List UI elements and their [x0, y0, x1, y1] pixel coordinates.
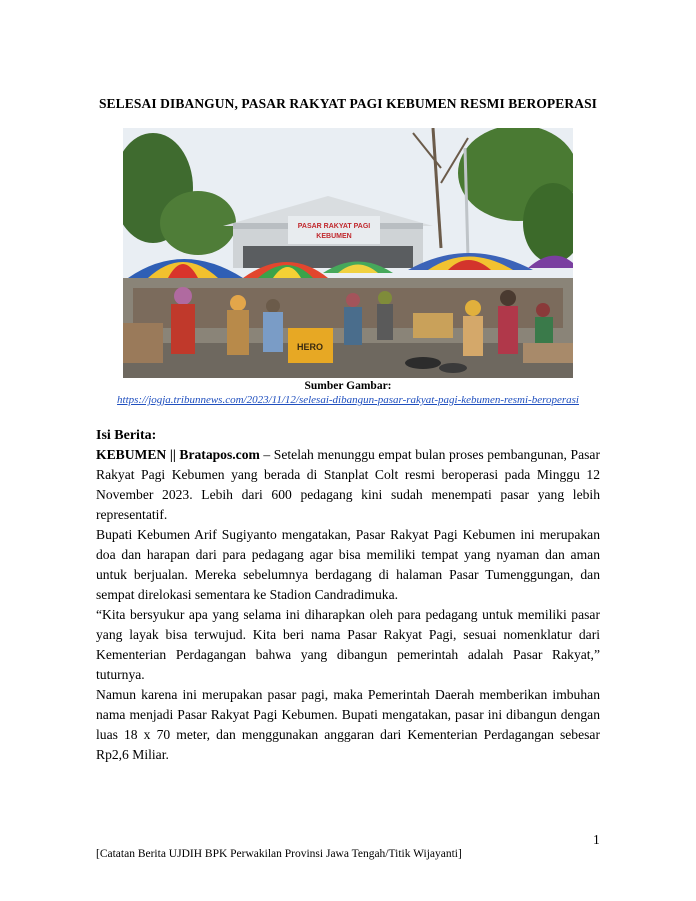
paragraph-3: “Kita bersyukur apa yang selama ini diharapkan oleh para pedagang untuk memiliki pasar yang layak bisa terwujud. Kita beri nama Pasar Rakyat Pagi, sesuai nomenklatur dari Kementerian Perdagangan bahwa yang dibangun pemerintah adalah Pasar Rakyat,” tuturnya.	[96, 607, 600, 682]
crate-label: HERO	[296, 342, 324, 352]
section-heading: Isi Berita:	[96, 428, 157, 443]
paragraph-1	[96, 445, 600, 525]
market-photo	[123, 128, 573, 378]
building-sign-line1: PASAR RAKYAT PAGI	[297, 223, 371, 230]
paragraph-1-text: – Setelah menunggu empat bulan proses pembangunan, Pasar Rakyat Pagi Kebumen yang berada di Stanplat Colt resmi beroperasi pada Minggu 12 November 2023. Lebih dari 600 pedagang kini sudah menempati pasar yang lebih representatif.	[96, 447, 600, 522]
building-sign-line2: KEBUMEN	[316, 233, 352, 240]
document-title: SELESAI DIBANGUN, PASAR RAKYAT PAGI KEBUMEN RESMI BEROPERASI	[98, 96, 598, 111]
paragraph-2: Bupati Kebumen Arif Sugiyanto mengatakan, Pasar Rakyat Pagi Kebumen ini merupakan doa dan harapan dari para pedagang agar bisa memiliki tempat yang nyaman dan aman untuk berjualan. Mereka sebelumnya berdagang di halaman Pasar Tumenggungan, dan sempat direlokasi sementara ke Stadion Candradimuka.	[96, 527, 600, 602]
paragraph-4: Namun karena ini merupakan pasar pagi, maka Pemerintah Daerah memberikan imbuhan nama menjadi Pasar Rakyat Pagi Kebumen. Bupati mengatakan, pasar ini dibangun dengan luas 18 x 70 meter, dan menggunakan anggaran dari Kementerian Perdagangan sebesar Rp2,6 Miliar.	[96, 687, 600, 762]
page-footer: [Catatan Berita UJDIH BPK Perwakilan Provinsi Jawa Tengah/Titik Wijayanti]	[96, 848, 462, 860]
article-body	[96, 445, 600, 765]
lead-byline: KEBUMEN || Bratapos.com	[96, 447, 260, 462]
image-source-link[interactable]: https://jogja.tribunnews.com/2023/11/12/selesai-dibangun-pasar-rakyat-pagi-kebumen-resmi-beroperasi	[117, 394, 579, 406]
image-caption-label: Sumber Gambar:	[304, 380, 392, 392]
page-number: 1	[593, 832, 600, 847]
